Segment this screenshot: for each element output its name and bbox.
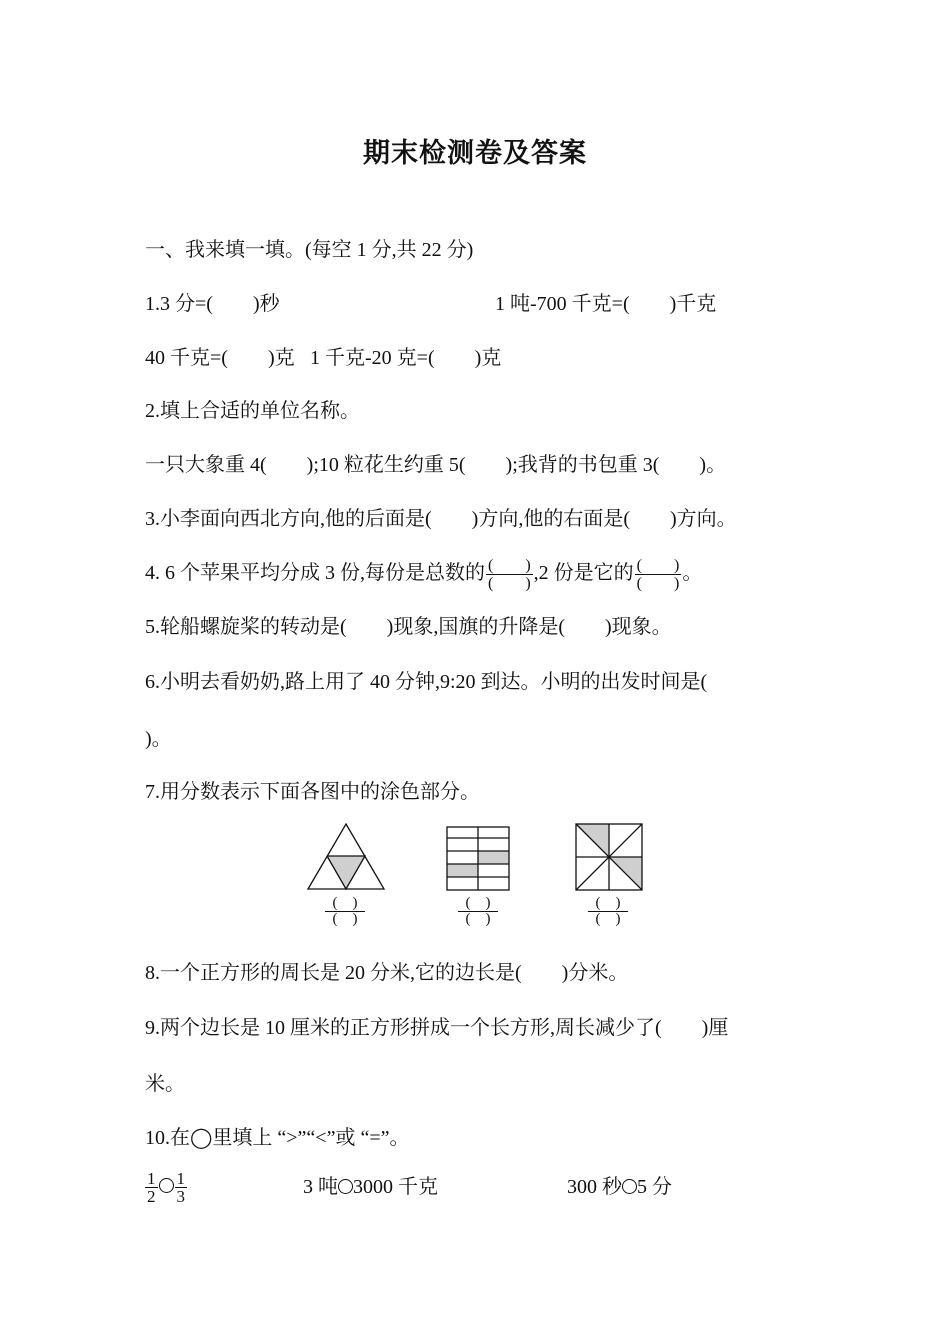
q10-c-right: 5 分 [637,1176,672,1198]
figure-2-answer [458,896,498,927]
q4-part3: 。 [682,562,703,584]
figure-1-answer [325,896,365,927]
page-title: 期末检测卷及答案 [363,138,587,169]
section-heading: 一、我来填一填。(每空 1 分,共 22 分) [145,239,474,261]
figure-3-answer-den: ( ) [595,911,621,927]
q10-item-a [144,1166,188,1206]
q9-line1: 9.两个边长是 10 厘米的正方形拼成一个长方形,周长减少了( )厘 [145,1017,729,1039]
q2-stem: 2.填上合适的单位名称。 [145,400,360,422]
figure-3-answer-num: ( ) [588,896,628,912]
q10-fraction-right-num: 1 [176,1168,185,1188]
grid-shaded-bottom [447,864,478,877]
q9-line2: 米。 [145,1073,185,1095]
q10-item-b [303,1175,438,1199]
q10-item-c [567,1175,672,1199]
q4-fraction-1-den: ( ) [488,574,531,592]
figure-1-answer-num: ( ) [325,896,365,912]
figure-square-octants [575,823,643,891]
figure-3-answer [588,896,628,927]
q4-fraction-2 [635,557,682,592]
q4-fraction-1 [486,557,533,592]
figure-2-answer-num: ( ) [458,896,498,912]
q10-b-right: 3000 千克 [353,1176,438,1198]
q6-line1: 6.小明去看奶奶,路上用了 40 分钟,9:20 到达。小明的出发时间是( [145,671,708,693]
q10-fraction-right-den: 3 [176,1186,185,1206]
q1-c: 40 千克=( )克 [145,347,295,369]
q10-fraction-left-den: 2 [147,1186,156,1206]
q10-stem: 10.在◯里填上 “>”“<”或 “=”。 [145,1127,410,1149]
q4-fraction-2-num: ( ) [636,556,680,574]
q4-fraction-2-den: ( ) [636,574,680,592]
q4-fraction-1-num: ( ) [488,556,531,574]
figure-2-answer-den: ( ) [465,911,491,927]
q10-b-left: 3 吨 [303,1176,338,1198]
compare-circle-icon[interactable] [622,1179,637,1194]
q6-line2: )。 [145,728,172,750]
q10-fraction-left-num: 1 [147,1168,156,1188]
compare-circle-icon[interactable] [338,1179,353,1194]
figure-triangle [306,822,386,892]
q10-c-left: 300 秒 [567,1176,622,1198]
grid-shaded-top [478,851,509,864]
q4 [145,556,702,592]
q4-part2: ,2 份是它的 [533,562,634,584]
q10-fraction-left [145,1170,158,1205]
q1-a: 1.3 分=( )秒 [145,293,280,315]
triangle-shaded-part [327,856,365,889]
figure-rectangle-grid [446,826,511,892]
q4-part1: 4. 6 个苹果平均分成 3 份,每份是总数的 [145,562,485,584]
q2-line: 一只大象重 4( );10 粒花生约重 5( );我背的书包重 3( )。 [145,454,727,476]
q1-d: 1 千克-20 克=( )克 [310,347,502,369]
q7-stem: 7.用分数表示下面各图中的涂色部分。 [145,781,480,803]
q3: 3.小李面向西北方向,他的后面是( )方向,他的右面是( )方向。 [145,508,737,530]
q1-b: 1 吨-700 千克=( )千克 [495,293,717,315]
q10-fraction-right [175,1170,188,1205]
q8: 8.一个正方形的周长是 20 分米,它的边长是( )分米。 [145,962,629,984]
q5: 5.轮船螺旋桨的转动是( )现象,国旗的升降是( )现象。 [145,616,672,638]
figure-1-answer-den: ( ) [332,911,358,927]
compare-circle-icon[interactable] [159,1178,174,1193]
